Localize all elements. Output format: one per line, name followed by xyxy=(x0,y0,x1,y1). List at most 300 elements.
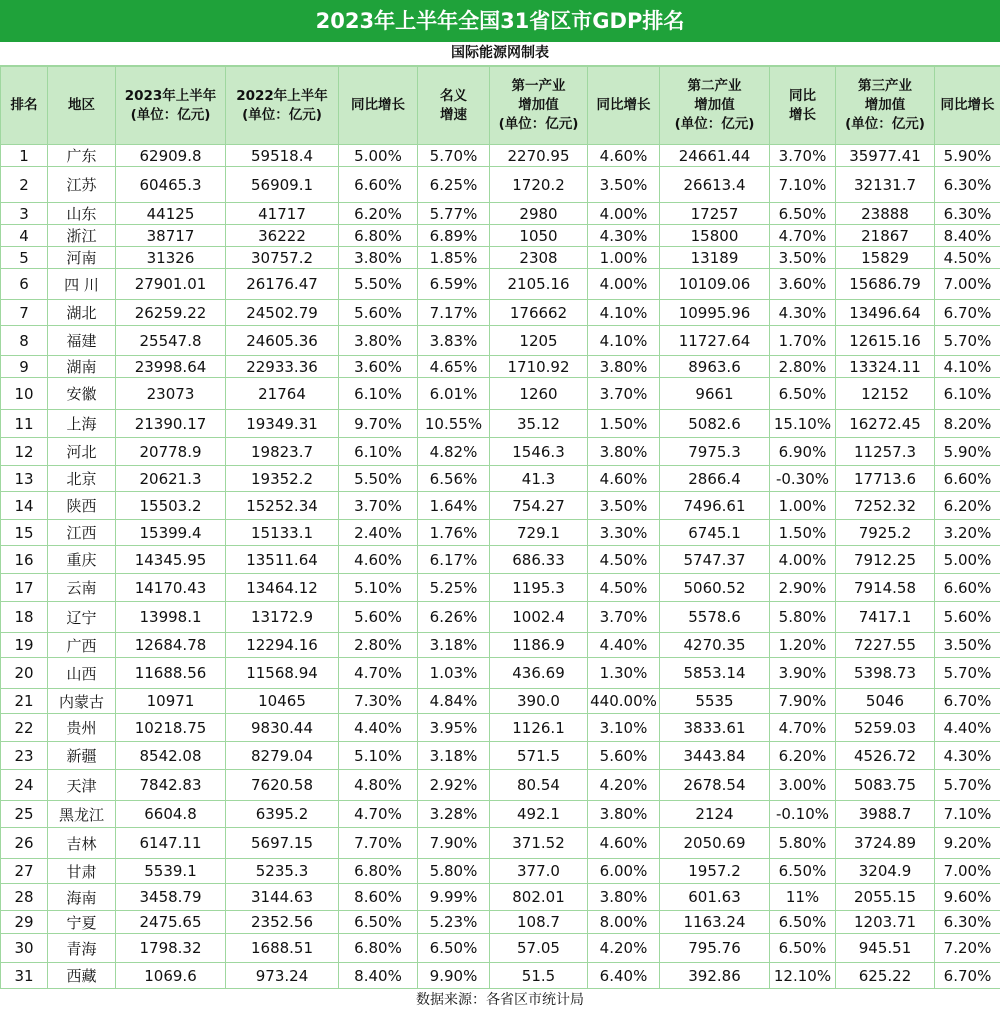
cell-gdp-2022h1: 15133.1 xyxy=(226,520,339,546)
cell-secondary-industry-value: 5060.52 xyxy=(660,574,770,602)
cell-secondary-industry-value: 7496.61 xyxy=(660,492,770,520)
cell-secondary-industry-value: 5578.6 xyxy=(660,602,770,633)
cell-rank: 20 xyxy=(1,658,48,689)
cell-secondary-yoy: 1.50% xyxy=(770,520,836,546)
cell-nominal-growth: 1.85% xyxy=(418,247,490,269)
cell-secondary-yoy: 3.50% xyxy=(770,247,836,269)
cell-gdp-2023h1: 38717 xyxy=(116,225,226,247)
table-row xyxy=(1,742,1000,770)
cell-primary-yoy: 8.00% xyxy=(588,911,660,934)
cell-yoy-growth: 5.00% xyxy=(339,145,418,167)
cell-gdp-2023h1: 8542.08 xyxy=(116,742,226,770)
cell-tertiary-industry-value: 5083.75 xyxy=(836,770,935,801)
column-header-region xyxy=(48,67,116,145)
cell-region: 江苏 xyxy=(48,167,116,203)
cell-primary-industry-value: 57.05 xyxy=(490,934,588,963)
column-header-line: 增加值 xyxy=(518,97,559,113)
column-header-line: 增加值 xyxy=(864,97,906,113)
cell-region: 辽宁 xyxy=(48,602,116,633)
cell-primary-industry-value: 108.7 xyxy=(490,911,588,934)
cell-nominal-growth: 5.25% xyxy=(418,574,490,602)
cell-rank: 17 xyxy=(1,574,48,602)
cell-primary-industry-value: 1050 xyxy=(490,225,588,247)
table-row xyxy=(1,203,1000,225)
cell-tertiary-industry-value: 5259.03 xyxy=(836,714,935,742)
cell-gdp-2023h1: 23998.64 xyxy=(116,356,226,378)
cell-rank: 1 xyxy=(1,145,48,167)
cell-yoy-growth: 8.40% xyxy=(339,963,418,989)
cell-gdp-2023h1: 6604.8 xyxy=(116,801,226,828)
cell-primary-yoy: 4.00% xyxy=(588,203,660,225)
cell-secondary-yoy: 4.70% xyxy=(770,714,836,742)
cell-secondary-yoy: 5.80% xyxy=(770,602,836,633)
cell-gdp-2022h1: 1688.51 xyxy=(226,934,339,963)
cell-tertiary-yoy: 5.70% xyxy=(935,770,1000,801)
cell-primary-yoy: 5.60% xyxy=(588,742,660,770)
cell-region: 北京 xyxy=(48,466,116,492)
cell-rank: 9 xyxy=(1,356,48,378)
cell-tertiary-yoy: 6.20% xyxy=(935,492,1000,520)
table-row xyxy=(1,326,1000,356)
column-header-secondary-industry-value xyxy=(660,67,770,145)
cell-secondary-yoy: 6.50% xyxy=(770,203,836,225)
cell-gdp-2023h1: 26259.22 xyxy=(116,300,226,326)
cell-tertiary-industry-value: 7914.58 xyxy=(836,574,935,602)
cell-gdp-2023h1: 15503.2 xyxy=(116,492,226,520)
cell-rank: 7 xyxy=(1,300,48,326)
cell-tertiary-yoy: 9.60% xyxy=(935,884,1000,911)
cell-region: 湖南 xyxy=(48,356,116,378)
cell-tertiary-yoy: 6.70% xyxy=(935,300,1000,326)
table-row xyxy=(1,520,1000,546)
cell-region: 内蒙古 xyxy=(48,689,116,714)
cell-secondary-industry-value: 10995.96 xyxy=(660,300,770,326)
cell-secondary-industry-value: 10109.06 xyxy=(660,269,770,300)
cell-region: 山东 xyxy=(48,203,116,225)
cell-region: 吉林 xyxy=(48,828,116,859)
cell-primary-industry-value: 754.27 xyxy=(490,492,588,520)
table-subtitle: 国际能源网制表 xyxy=(0,42,1000,66)
cell-primary-yoy: 1.00% xyxy=(588,247,660,269)
cell-tertiary-yoy: 5.90% xyxy=(935,438,1000,466)
cell-tertiary-yoy: 8.20% xyxy=(935,410,1000,438)
cell-region: 河南 xyxy=(48,247,116,269)
cell-tertiary-industry-value: 23888 xyxy=(836,203,935,225)
cell-nominal-growth: 3.18% xyxy=(418,633,490,658)
cell-region: 天津 xyxy=(48,770,116,801)
cell-tertiary-industry-value: 32131.7 xyxy=(836,167,935,203)
cell-secondary-yoy: 4.00% xyxy=(770,546,836,574)
cell-secondary-industry-value: 6745.1 xyxy=(660,520,770,546)
cell-primary-industry-value: 35.12 xyxy=(490,410,588,438)
cell-primary-yoy: 6.00% xyxy=(588,859,660,884)
cell-region: 福建 xyxy=(48,326,116,356)
cell-gdp-2022h1: 3144.63 xyxy=(226,884,339,911)
cell-tertiary-industry-value: 3724.89 xyxy=(836,828,935,859)
cell-tertiary-yoy: 6.70% xyxy=(935,689,1000,714)
cell-secondary-industry-value: 2678.54 xyxy=(660,770,770,801)
table-row xyxy=(1,546,1000,574)
cell-primary-yoy: 4.10% xyxy=(588,326,660,356)
cell-tertiary-yoy: 8.40% xyxy=(935,225,1000,247)
cell-primary-yoy: 1.30% xyxy=(588,658,660,689)
cell-gdp-2022h1: 8279.04 xyxy=(226,742,339,770)
column-header-line: (单位：亿元) xyxy=(130,106,211,123)
cell-primary-industry-value: 571.5 xyxy=(490,742,588,770)
cell-primary-yoy: 4.40% xyxy=(588,633,660,658)
cell-secondary-yoy: 7.90% xyxy=(770,689,836,714)
cell-secondary-industry-value: 3833.61 xyxy=(660,714,770,742)
cell-nominal-growth: 6.59% xyxy=(418,269,490,300)
cell-primary-yoy: 4.60% xyxy=(588,145,660,167)
cell-gdp-2022h1: 30757.2 xyxy=(226,247,339,269)
cell-rank: 12 xyxy=(1,438,48,466)
table-row xyxy=(1,770,1000,801)
cell-tertiary-yoy: 4.50% xyxy=(935,247,1000,269)
column-header-line: 2023年上半年 xyxy=(124,87,217,104)
column-header-rank xyxy=(1,67,48,145)
cell-rank: 3 xyxy=(1,203,48,225)
cell-tertiary-yoy: 3.20% xyxy=(935,520,1000,546)
cell-secondary-industry-value: 13189 xyxy=(660,247,770,269)
cell-primary-yoy: 3.70% xyxy=(588,378,660,410)
cell-nominal-growth: 6.56% xyxy=(418,466,490,492)
cell-secondary-yoy: 3.00% xyxy=(770,770,836,801)
cell-secondary-yoy: -0.10% xyxy=(770,801,836,828)
cell-nominal-growth: 5.70% xyxy=(418,145,490,167)
cell-region: 安徽 xyxy=(48,378,116,410)
cell-primary-industry-value: 436.69 xyxy=(490,658,588,689)
cell-region: 浙江 xyxy=(48,225,116,247)
cell-gdp-2023h1: 20778.9 xyxy=(116,438,226,466)
cell-tertiary-yoy: 5.70% xyxy=(935,326,1000,356)
table-row xyxy=(1,859,1000,884)
cell-primary-yoy: 3.10% xyxy=(588,714,660,742)
cell-primary-industry-value: 2270.95 xyxy=(490,145,588,167)
cell-gdp-2023h1: 6147.11 xyxy=(116,828,226,859)
cell-gdp-2022h1: 11568.94 xyxy=(226,658,339,689)
cell-yoy-growth: 3.80% xyxy=(339,247,418,269)
column-header-line: 增加值 xyxy=(694,97,735,113)
column-header-line: 同比增长 xyxy=(940,97,995,113)
cell-region: 贵州 xyxy=(48,714,116,742)
page-title: 2023年上半年全国31省区市GDP排名 xyxy=(0,0,1000,42)
cell-gdp-2023h1: 14170.43 xyxy=(116,574,226,602)
column-header-line: 增速 xyxy=(440,106,467,123)
cell-tertiary-yoy: 5.00% xyxy=(935,546,1000,574)
cell-yoy-growth: 7.70% xyxy=(339,828,418,859)
cell-secondary-industry-value: 4270.35 xyxy=(660,633,770,658)
cell-yoy-growth: 6.20% xyxy=(339,203,418,225)
cell-nominal-growth: 1.76% xyxy=(418,520,490,546)
cell-yoy-growth: 3.60% xyxy=(339,356,418,378)
column-header-tertiary-industry-value xyxy=(836,67,935,145)
cell-primary-industry-value: 1002.4 xyxy=(490,602,588,633)
cell-gdp-2022h1: 21764 xyxy=(226,378,339,410)
gdp-ranking-table xyxy=(0,66,1000,989)
cell-rank: 4 xyxy=(1,225,48,247)
cell-tertiary-yoy: 6.60% xyxy=(935,466,1000,492)
cell-region: 甘肃 xyxy=(48,859,116,884)
column-header-line: 地区 xyxy=(68,97,95,113)
cell-tertiary-industry-value: 12152 xyxy=(836,378,935,410)
cell-tertiary-yoy: 5.60% xyxy=(935,602,1000,633)
cell-tertiary-industry-value: 4526.72 xyxy=(836,742,935,770)
cell-primary-yoy: 4.00% xyxy=(588,269,660,300)
cell-gdp-2022h1: 36222 xyxy=(226,225,339,247)
cell-primary-industry-value: 2308 xyxy=(490,247,588,269)
cell-primary-yoy: 3.50% xyxy=(588,167,660,203)
cell-rank: 25 xyxy=(1,801,48,828)
cell-primary-industry-value: 2980 xyxy=(490,203,588,225)
column-header-line: 同比 xyxy=(789,87,816,104)
cell-gdp-2023h1: 10971 xyxy=(116,689,226,714)
cell-primary-yoy: 3.80% xyxy=(588,356,660,378)
cell-yoy-growth: 6.10% xyxy=(339,378,418,410)
table-row xyxy=(1,963,1000,989)
cell-yoy-growth: 8.60% xyxy=(339,884,418,911)
table-row xyxy=(1,466,1000,492)
cell-gdp-2023h1: 7842.83 xyxy=(116,770,226,801)
cell-nominal-growth: 6.50% xyxy=(418,934,490,963)
cell-secondary-industry-value: 392.86 xyxy=(660,963,770,989)
table-row xyxy=(1,689,1000,714)
table-header-row xyxy=(1,67,1000,145)
cell-region: 青海 xyxy=(48,934,116,963)
table-row xyxy=(1,225,1000,247)
column-header-line: 第三产业 xyxy=(858,78,912,94)
cell-nominal-growth: 10.55% xyxy=(418,410,490,438)
table-row xyxy=(1,378,1000,410)
cell-nominal-growth: 6.17% xyxy=(418,546,490,574)
cell-rank: 19 xyxy=(1,633,48,658)
column-header-line: 同比增长 xyxy=(596,97,651,113)
cell-nominal-growth: 9.99% xyxy=(418,884,490,911)
cell-tertiary-industry-value: 35977.41 xyxy=(836,145,935,167)
cell-gdp-2023h1: 11688.56 xyxy=(116,658,226,689)
cell-secondary-yoy: 7.10% xyxy=(770,167,836,203)
cell-rank: 29 xyxy=(1,911,48,934)
table-row xyxy=(1,658,1000,689)
cell-primary-industry-value: 1195.3 xyxy=(490,574,588,602)
cell-yoy-growth: 2.80% xyxy=(339,633,418,658)
cell-nominal-growth: 3.83% xyxy=(418,326,490,356)
cell-region: 海南 xyxy=(48,884,116,911)
column-header-yoy-growth xyxy=(339,67,418,145)
cell-primary-industry-value: 2105.16 xyxy=(490,269,588,300)
cell-rank: 13 xyxy=(1,466,48,492)
cell-rank: 21 xyxy=(1,689,48,714)
cell-yoy-growth: 6.60% xyxy=(339,167,418,203)
cell-secondary-industry-value: 5082.6 xyxy=(660,410,770,438)
column-header-line: 同比增长 xyxy=(351,97,405,113)
cell-secondary-industry-value: 2050.69 xyxy=(660,828,770,859)
cell-secondary-industry-value: 795.76 xyxy=(660,934,770,963)
cell-secondary-industry-value: 26613.4 xyxy=(660,167,770,203)
cell-yoy-growth: 6.50% xyxy=(339,911,418,934)
cell-secondary-industry-value: 8963.6 xyxy=(660,356,770,378)
table-row xyxy=(1,934,1000,963)
table-row xyxy=(1,574,1000,602)
cell-primary-industry-value: 176662 xyxy=(490,300,588,326)
cell-secondary-industry-value: 5535 xyxy=(660,689,770,714)
column-header-line: (单位：亿元) xyxy=(242,106,322,123)
cell-gdp-2022h1: 7620.58 xyxy=(226,770,339,801)
cell-secondary-yoy: 3.70% xyxy=(770,145,836,167)
cell-nominal-growth: 7.90% xyxy=(418,828,490,859)
cell-tertiary-industry-value: 7925.2 xyxy=(836,520,935,546)
cell-secondary-industry-value: 601.63 xyxy=(660,884,770,911)
cell-rank: 11 xyxy=(1,410,48,438)
cell-tertiary-industry-value: 15686.79 xyxy=(836,269,935,300)
cell-tertiary-yoy: 6.30% xyxy=(935,911,1000,934)
column-header-primary-industry-value xyxy=(490,67,588,145)
cell-secondary-industry-value: 7975.3 xyxy=(660,438,770,466)
cell-gdp-2022h1: 13464.12 xyxy=(226,574,339,602)
cell-rank: 5 xyxy=(1,247,48,269)
table-row xyxy=(1,714,1000,742)
cell-primary-yoy: 4.50% xyxy=(588,574,660,602)
cell-tertiary-yoy: 7.00% xyxy=(935,269,1000,300)
cell-secondary-industry-value: 1163.24 xyxy=(660,911,770,934)
cell-tertiary-industry-value: 5046 xyxy=(836,689,935,714)
cell-primary-industry-value: 729.1 xyxy=(490,520,588,546)
cell-primary-yoy: 440.00% xyxy=(588,689,660,714)
cell-primary-industry-value: 1205 xyxy=(490,326,588,356)
cell-secondary-yoy: 2.90% xyxy=(770,574,836,602)
column-header-nominal-growth xyxy=(418,67,490,145)
column-header-tertiary-yoy xyxy=(935,67,1000,145)
cell-tertiary-yoy: 4.10% xyxy=(935,356,1000,378)
cell-primary-industry-value: 377.0 xyxy=(490,859,588,884)
cell-gdp-2022h1: 973.24 xyxy=(226,963,339,989)
table-row xyxy=(1,247,1000,269)
cell-rank: 28 xyxy=(1,884,48,911)
cell-yoy-growth: 4.70% xyxy=(339,658,418,689)
cell-gdp-2022h1: 24502.79 xyxy=(226,300,339,326)
cell-tertiary-industry-value: 3204.9 xyxy=(836,859,935,884)
cell-nominal-growth: 1.03% xyxy=(418,658,490,689)
cell-region: 广东 xyxy=(48,145,116,167)
cell-secondary-industry-value: 5747.37 xyxy=(660,546,770,574)
cell-secondary-industry-value: 17257 xyxy=(660,203,770,225)
cell-gdp-2022h1: 19823.7 xyxy=(226,438,339,466)
cell-gdp-2023h1: 31326 xyxy=(116,247,226,269)
cell-gdp-2023h1: 3458.79 xyxy=(116,884,226,911)
cell-secondary-yoy: 5.80% xyxy=(770,828,836,859)
column-header-line: (单位：亿元) xyxy=(674,116,755,132)
cell-yoy-growth: 5.50% xyxy=(339,269,418,300)
column-header-line: 排名 xyxy=(10,97,38,113)
cell-primary-industry-value: 1126.1 xyxy=(490,714,588,742)
cell-primary-industry-value: 41.3 xyxy=(490,466,588,492)
cell-gdp-2022h1: 41717 xyxy=(226,203,339,225)
cell-primary-yoy: 4.20% xyxy=(588,934,660,963)
table-row xyxy=(1,911,1000,934)
cell-yoy-growth: 6.80% xyxy=(339,859,418,884)
cell-gdp-2023h1: 20621.3 xyxy=(116,466,226,492)
cell-yoy-growth: 5.60% xyxy=(339,300,418,326)
cell-rank: 14 xyxy=(1,492,48,520)
column-header-gdp-2023h1 xyxy=(116,67,226,145)
cell-gdp-2023h1: 14345.95 xyxy=(116,546,226,574)
cell-rank: 6 xyxy=(1,269,48,300)
cell-gdp-2022h1: 24605.36 xyxy=(226,326,339,356)
cell-tertiary-yoy: 9.20% xyxy=(935,828,1000,859)
cell-nominal-growth: 3.28% xyxy=(418,801,490,828)
cell-tertiary-industry-value: 13324.11 xyxy=(836,356,935,378)
cell-rank: 26 xyxy=(1,828,48,859)
cell-primary-industry-value: 390.0 xyxy=(490,689,588,714)
cell-primary-industry-value: 686.33 xyxy=(490,546,588,574)
cell-nominal-growth: 5.77% xyxy=(418,203,490,225)
cell-secondary-yoy: 6.90% xyxy=(770,438,836,466)
cell-region: 湖北 xyxy=(48,300,116,326)
table-row xyxy=(1,492,1000,520)
column-header-line: 2022年上半年 xyxy=(236,87,328,104)
cell-region: 陕西 xyxy=(48,492,116,520)
cell-tertiary-industry-value: 1203.71 xyxy=(836,911,935,934)
cell-secondary-industry-value: 15800 xyxy=(660,225,770,247)
cell-tertiary-industry-value: 13496.64 xyxy=(836,300,935,326)
cell-nominal-growth: 1.64% xyxy=(418,492,490,520)
cell-rank: 18 xyxy=(1,602,48,633)
table-row xyxy=(1,602,1000,633)
cell-region: 广西 xyxy=(48,633,116,658)
cell-gdp-2023h1: 12684.78 xyxy=(116,633,226,658)
cell-yoy-growth: 2.40% xyxy=(339,520,418,546)
cell-secondary-industry-value: 11727.64 xyxy=(660,326,770,356)
cell-secondary-yoy: 1.70% xyxy=(770,326,836,356)
cell-tertiary-industry-value: 7252.32 xyxy=(836,492,935,520)
table-row xyxy=(1,828,1000,859)
cell-primary-yoy: 3.80% xyxy=(588,438,660,466)
cell-primary-yoy: 3.80% xyxy=(588,801,660,828)
cell-gdp-2022h1: 5235.3 xyxy=(226,859,339,884)
cell-secondary-yoy: 3.60% xyxy=(770,269,836,300)
cell-region: 山西 xyxy=(48,658,116,689)
cell-nominal-growth: 5.23% xyxy=(418,911,490,934)
cell-nominal-growth: 5.80% xyxy=(418,859,490,884)
cell-gdp-2023h1: 44125 xyxy=(116,203,226,225)
cell-gdp-2023h1: 62909.8 xyxy=(116,145,226,167)
cell-primary-industry-value: 371.52 xyxy=(490,828,588,859)
cell-gdp-2022h1: 13172.9 xyxy=(226,602,339,633)
cell-rank: 27 xyxy=(1,859,48,884)
cell-secondary-industry-value: 24661.44 xyxy=(660,145,770,167)
column-header-line: 增长 xyxy=(789,106,816,123)
cell-gdp-2022h1: 2352.56 xyxy=(226,911,339,934)
cell-gdp-2023h1: 21390.17 xyxy=(116,410,226,438)
cell-yoy-growth: 3.80% xyxy=(339,326,418,356)
cell-yoy-growth: 6.80% xyxy=(339,934,418,963)
cell-secondary-yoy: 1.00% xyxy=(770,492,836,520)
cell-region: 黑龙江 xyxy=(48,801,116,828)
cell-region: 宁夏 xyxy=(48,911,116,934)
cell-gdp-2023h1: 2475.65 xyxy=(116,911,226,934)
cell-region: 上海 xyxy=(48,410,116,438)
cell-primary-yoy: 4.10% xyxy=(588,300,660,326)
table-row xyxy=(1,269,1000,300)
cell-gdp-2022h1: 56909.1 xyxy=(226,167,339,203)
cell-rank: 31 xyxy=(1,963,48,989)
cell-region: 河北 xyxy=(48,438,116,466)
cell-tertiary-industry-value: 11257.3 xyxy=(836,438,935,466)
table-row xyxy=(1,356,1000,378)
cell-primary-industry-value: 492.1 xyxy=(490,801,588,828)
cell-tertiary-industry-value: 945.51 xyxy=(836,934,935,963)
cell-region: 江西 xyxy=(48,520,116,546)
